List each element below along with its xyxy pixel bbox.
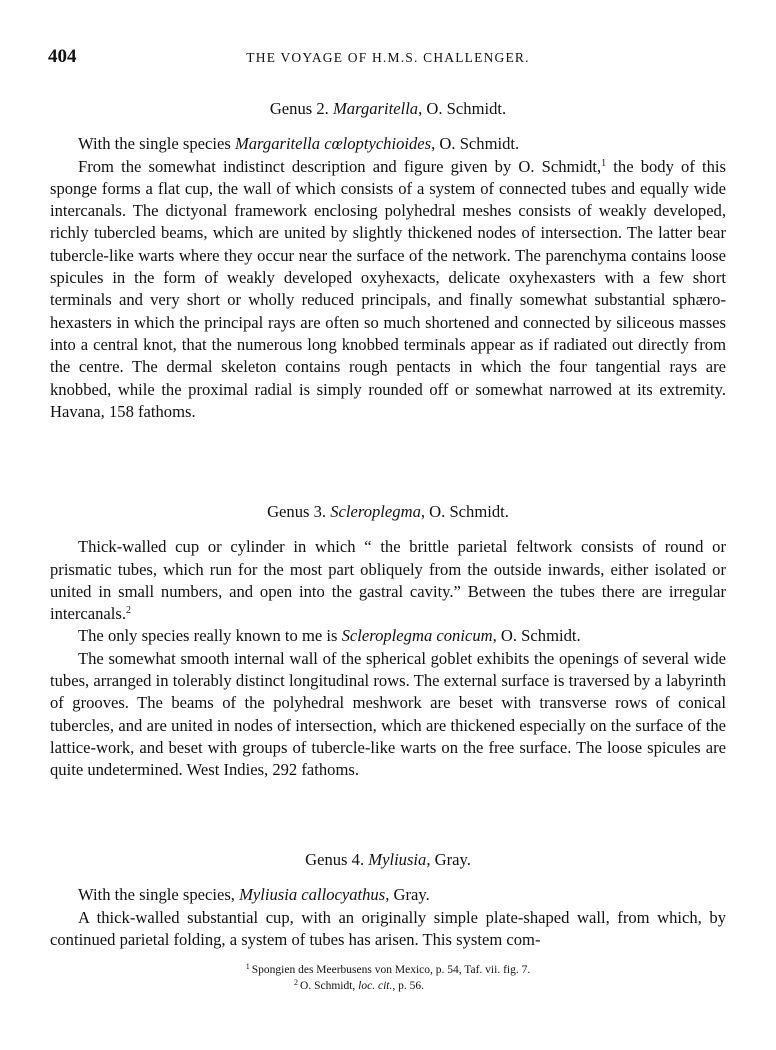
genus-3-detail: The somewhat smooth internal wall of the spherical goblet exhibits the openings of several wide tubes, arranged in tolerably distinct longitudinal rows. The external surface is traversed by a labyrinth of grooves. The beams of the polyhedral meshwork are beset with transverse rows of conical tubercles, and are united in nodes of intersection, which are thickened especially on the surface of the lattice-work, and beset with groups of tubercle-like warts on the free surface. The loose spicules are quite undetermined. West Indies, 292 fathoms. (50, 648, 726, 780)
genus-3-species: The only species really known to me is Scleroplegma conicum, O. Schmidt. (78, 626, 581, 646)
genus-2-section (50, 98, 726, 423)
footnote-ref-1: 1 (601, 157, 607, 169)
genus-3-name: Scleroplegma (330, 502, 421, 521)
genus-2-species: With the single species Margaritella cœloptychioides, O. Schmidt. (78, 134, 520, 154)
genus-4-heading: Genus 4. Myliusia, Gray. (305, 850, 471, 869)
genus-4-species-name: Myliusia callocyathus (239, 885, 386, 905)
genus-4-species: With the single species, Myliusia callocyathus, Gray. (78, 885, 430, 905)
footnote-ref-2: 2 (126, 605, 132, 617)
page-header (48, 46, 728, 70)
page-number: 404 (48, 46, 77, 67)
genus-3-species-name: Scleroplegma conicum (341, 626, 493, 646)
genus-2-species-name: Margaritella cœloptychioides (234, 134, 432, 154)
running-title: THE VOYAGE OF H.M.S. CHALLENGER. (246, 50, 530, 65)
genus-3-heading: Genus 3. Scleroplegma, O. Schmidt. (267, 502, 509, 521)
genus-2-heading: Genus 2. Margaritella, O. Schmidt. (269, 99, 507, 118)
footnote-1: $^1$ Spongien des Meerbusens von Mexico, p. 54, Taf. vii. fig. 7. (245, 962, 531, 976)
genus-3-section (50, 501, 726, 782)
genus-2-description: From the somewhat indistinct description and figure given by O. Schmidt,$^1$ the body of this sponge forms a flat cup, the wall of which consists of a system of connected tubes and equally wide intercanals. The dictyonal framework enclosing polyhedral meshes consists of weakly developed, richly tubercled beams, which are united by slightly thickened nodes of intersection. The latter bear tubercle-like warts where they occur near the surface of the network. The parenchyma contains loose spicules in the form of weakly developed oxyhexacts, delicate oxyhexasters with a few short terminals and very short or wholly reduced principals, and finally somewhat substantial sphærohexasters in which the principal rays are often so much shortened and connected by siliceous masses into a central knot, that the numerous long knobbed terminals appear as if radiated out directly from the centre. The dermal skeleton contains rough pentacts in which the four tangential rays are knobbed, while the proximal radial is simply rounded off or somewhat narrowed at its extremity. Havana, 158 fathoms. (50, 156, 726, 421)
footnote-2: $^2$ O. Schmidt, loc. cit., p. 56. (294, 978, 424, 992)
genus-4-name: Myliusia (368, 850, 427, 869)
genus-2-name: Margaritella (332, 99, 419, 118)
genus-4-section (50, 849, 726, 951)
genus-3-description: Thick-walled cup or cylinder in which “ the brittle parietal feltwork consists of round or prismatic tubes, which run for the most part obliquely from the outside inwards, either isolated or united in small numbers, and open into the gastral cavity.” Between the tubes there are irregular intercanals.$^2$ (50, 537, 726, 624)
genus-4-description: A thick-walled substantial cup, with an originally simple plate-shaped wall, from which, by continued parietal folding, a system of tubes has arisen. This system com- (50, 907, 726, 949)
